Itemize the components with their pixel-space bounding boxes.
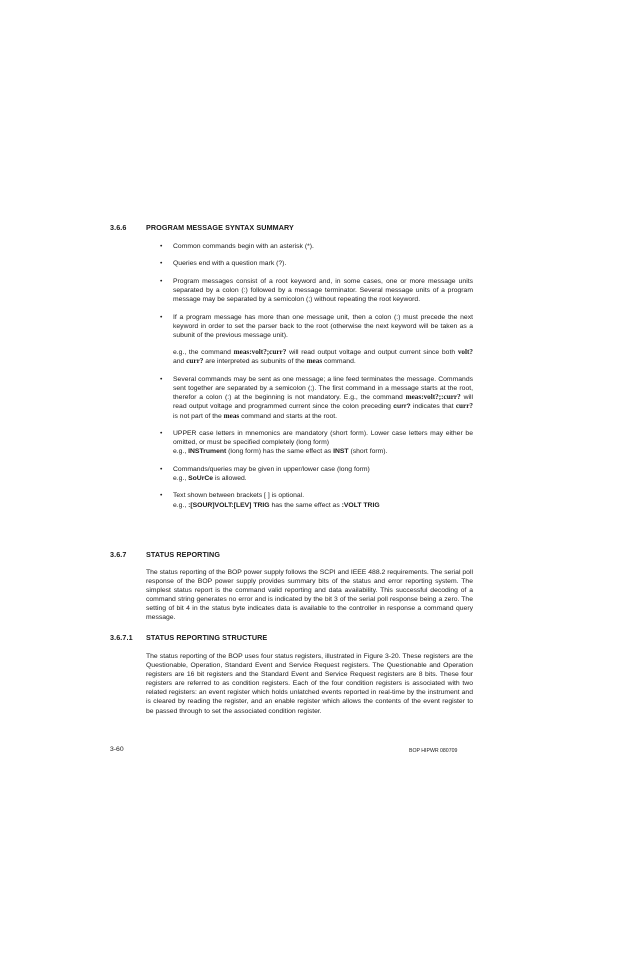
bullet-icon: • xyxy=(160,465,163,473)
bullet-example xyxy=(173,474,473,483)
command-code: :VOLT TRIG xyxy=(341,501,380,509)
bullet-item xyxy=(160,491,473,509)
command-code: curr? xyxy=(186,357,204,366)
bullet-item xyxy=(160,429,473,457)
bullet-text: will read output voltage and programmed current since the colon preceding xyxy=(173,394,474,411)
bullet-text: If a program message has more than one message unit, then a colon (:) must precede the next keyword in order to set the parser back to the root (otherwise the next keyword will be taken as a subunit of the previous message unit). xyxy=(173,313,473,339)
example-text: e.g., xyxy=(173,448,189,456)
section-number: 3.6.7.1 xyxy=(110,633,133,642)
command-code: meas:volt?;:curr? xyxy=(405,393,461,402)
example-text: are interpreted as subunits of the xyxy=(203,358,307,366)
command-code: meas xyxy=(223,411,240,420)
bullet-text: UPPER case letters in mnemonics are mandatory (short form). Lower case letters may either be omitted, or must be specified completely (long form) xyxy=(173,429,473,447)
command-code: INST xyxy=(333,448,349,456)
bullet-text: Text shown between brackets [ ] is optional. xyxy=(173,492,305,500)
example-text: will read output voltage and output current since both xyxy=(286,349,458,357)
section-title: STATUS REPORTING xyxy=(146,550,221,559)
example-text: e.g., xyxy=(173,474,189,482)
bullet-example xyxy=(173,447,473,456)
bullet-example xyxy=(173,501,473,510)
section-title: STATUS REPORTING STRUCTURE xyxy=(146,633,268,642)
bullet-icon: • xyxy=(160,429,163,437)
status-reporting-paragraph: The status reporting of the BOP power supply follows the SCPI and IEEE 488.2 requirements. The serial poll response of the BOP power supply provides summary bits of the status and error reporting system. The simplest status report is the command valid reporting and data availability. This successful decoding of a command string generates no error and is indicated by the bit 3 of the serial poll response being a zero. The setting of bit 4 in the status byte indicates data is available to the controller in response a command query message. xyxy=(146,569,473,622)
bullet-text: Common commands begin with an asterisk (*). xyxy=(173,243,314,250)
bullet-icon: • xyxy=(160,375,163,383)
example-text: and xyxy=(173,358,187,366)
bullet-icon: • xyxy=(160,260,163,268)
bullet-text: command and starts at the root. xyxy=(239,412,338,420)
bullet-item xyxy=(160,259,473,268)
bullet-text: Commands/queries may be given in upper/lower case (long form) xyxy=(173,465,370,473)
example-text: e.g., xyxy=(173,501,189,509)
bullet-text: is not part of the xyxy=(173,412,224,420)
command-code: volt? xyxy=(457,348,473,357)
example-text: has the same effect as xyxy=(269,501,342,509)
bullet-text: Several commands may be sent as one message; a line feed terminates the message. Commands sent together are separated by a semicolon (;). The first command in a message starts at the root, therefor a colon (:) at the beginning is not mandatory. E.g., the command xyxy=(173,375,473,402)
status-structure-paragraph: The status reporting of the BOP uses four status registers, illustrated in Figure 3-20. These registers are the Questionable, Operation, Standard Event and Service Request registers. The Questionable and Operation registers are 16 bit registers and the Standard Event and Service Request registers are 8 bits. These four registers are referred to as condition registers. Each of the four condition registers is associated with two related registers: an event register which holds unlatched events reported in real-time by the instrument and is cleared by reading the register, and an enable register which allows the contents of the event register to be passed through to set the associated condition register. xyxy=(146,653,473,715)
syntax-bullet-list xyxy=(160,242,473,518)
bullet-example xyxy=(173,348,473,366)
bullet-item xyxy=(160,242,473,251)
section-heading-3-6-7 xyxy=(110,550,220,559)
section-number: 3.6.6 xyxy=(110,223,127,232)
example-text: is allowed. xyxy=(213,474,247,482)
command-code: SoUrCe xyxy=(188,474,214,482)
example-text: (long form) has the same effect as xyxy=(226,448,334,456)
command-code: INSTrument xyxy=(188,448,227,456)
example-text: command. xyxy=(322,358,356,366)
command-code: meas xyxy=(306,357,323,366)
bullet-item xyxy=(160,375,473,421)
bullet-icon: • xyxy=(160,492,163,500)
section-title: PROGRAM MESSAGE SYNTAX SUMMARY xyxy=(146,223,294,232)
command-code: curr? xyxy=(393,403,411,411)
bullet-text: Queries end with a question mark (?). xyxy=(173,260,287,268)
section-heading-3-6-7-1 xyxy=(110,633,267,642)
command-code: meas:volt?;curr? xyxy=(233,348,287,357)
bullet-text: Program messages consist of a root keyword and, in some cases, one or more message units separated by a colon (:) followed by a message terminator. Several message units of a program message may be separated by a semicolon (;) without repeating the root keyword. xyxy=(173,277,473,304)
bullet-item xyxy=(160,277,473,305)
command-code: :[SOUR]VOLT:[LEV] TRIG xyxy=(188,501,270,509)
section-number: 3.6.7 xyxy=(110,550,127,559)
bullet-item xyxy=(160,313,473,367)
bullet-icon: • xyxy=(160,313,163,321)
page-number: 3-60 xyxy=(110,746,124,753)
bullet-text: indicates that xyxy=(410,403,456,411)
bullet-item xyxy=(160,465,473,483)
section-heading-3-6-6 xyxy=(110,223,294,232)
bullet-icon: • xyxy=(160,243,163,250)
command-code: curr? xyxy=(455,402,473,411)
example-text: (short form). xyxy=(348,448,388,456)
example-text: e.g., the command xyxy=(173,349,234,357)
document-id: BOP HIPWR 080709 xyxy=(409,748,458,754)
bullet-icon: • xyxy=(160,277,163,285)
